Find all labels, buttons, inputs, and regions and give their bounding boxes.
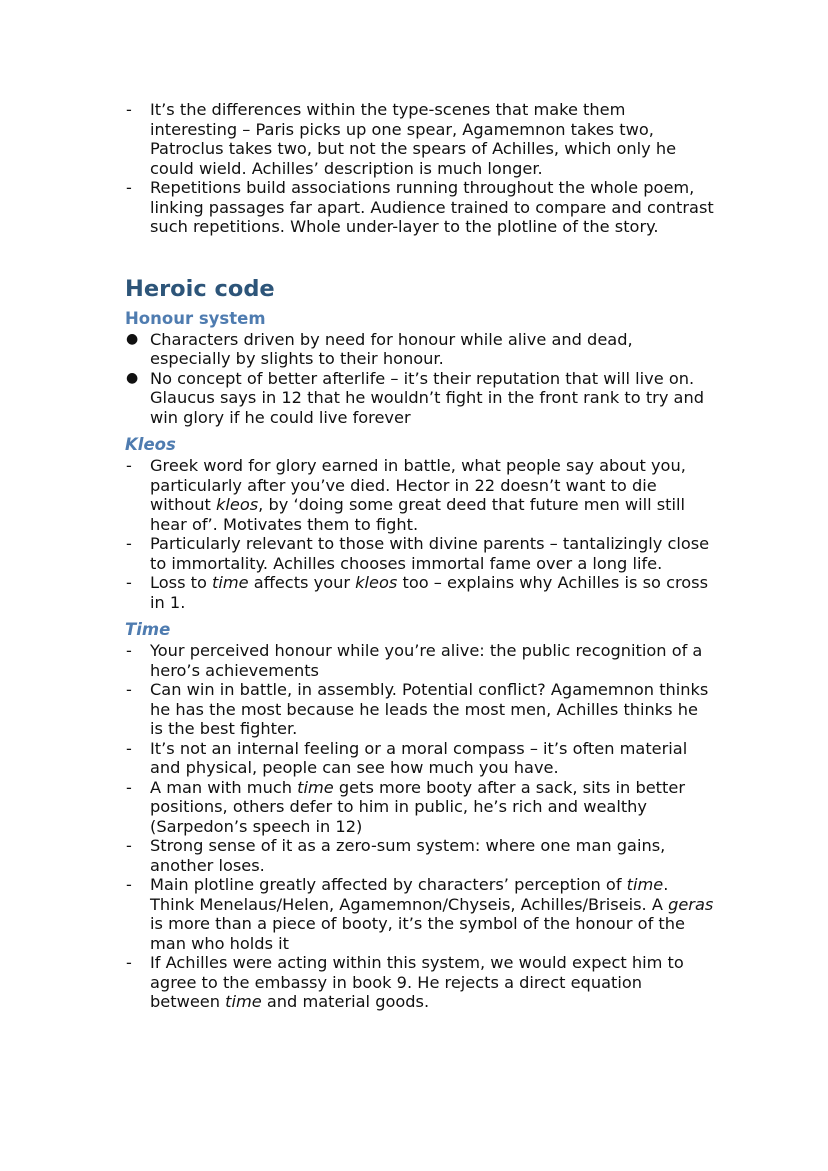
section-heading-heroic-code: Heroic code — [125, 275, 275, 302]
dash-marker: - — [126, 641, 132, 660]
subheading-time: Time — [125, 620, 171, 639]
bullet-marker: ● — [126, 330, 139, 347]
list-item: ● No concept of better afterlife – it’s their reputation that will live on. Glaucus says in 12 that he wouldn’t fight in the front rank to try and win glory if he could live forever — [126, 368, 704, 427]
dash-marker: - — [126, 456, 132, 475]
dash-marker: - — [126, 573, 132, 592]
dash-marker: - — [126, 534, 132, 553]
dash-marker: - — [126, 680, 132, 699]
time-list — [125, 641, 715, 1012]
list-item: - Main plotline greatly affected by characters’ perception of time. Think Menelaus/Helen, Agamemnon/Chyseis, Achilles/Briseis. A geras is more than a piece of booty, it’s the symbol of the honour of the man who holds it — [126, 875, 714, 953]
list-item: - Greek word for glory earned in battle, what people say about you, particularly after you’ve died. Hector in 22 doesn’t want to die without kleos, by ‘doing some great deed that future men will still hear of’. Motivates them to fight. — [126, 456, 686, 534]
dash-marker: - — [126, 777, 132, 797]
list-item: - It’s not an internal feeling or a moral compass – it’s often material and physical, people can see how much you have. — [126, 738, 688, 777]
list-item: - Can win in battle, in assembly. Potential conflict? Agamemnon thinks he has the most because he leads the most men, Achilles thinks he is the best fighter. — [126, 680, 709, 738]
dash-marker: - — [126, 100, 132, 119]
subheading-honour-system: Honour system — [125, 308, 266, 328]
list-item: - Strong sense of it as a zero-sum system: where one man gains, another loses. — [126, 836, 666, 875]
list-item: - It’s the differences within the type-scenes that make them interesting – Paris picks up one spear, Agamemnon takes two, Patroclus takes two, but not the spears of Achilles, which only he could wield. Achilles’ description is much longer. — [126, 100, 677, 178]
list-item: - Your perceived honour while you’re alive: the public recognition of a hero’s achievements — [126, 641, 703, 680]
kleos-list — [125, 456, 715, 612]
list-item: - If Achilles were acting within this system, we would expect him to agree to the embassy in book 9. He rejects a direct equation between time and material goods. — [126, 953, 684, 1011]
bullet-marker: ● — [126, 369, 139, 386]
list-item: - Loss to time affects your kleos too – explains why Achilles is so cross in 1. — [126, 573, 709, 612]
dash-marker: - — [126, 875, 132, 894]
honour-list — [125, 330, 715, 428]
dash-marker: - — [126, 953, 132, 972]
dash-marker: - — [126, 738, 132, 758]
list-item: ● Characters driven by need for honour while alive and dead, especially by slights to their honour. — [126, 329, 633, 368]
dash-marker: - — [126, 178, 132, 197]
list-item: - Repetitions build associations running throughout the whole poem, linking passages far apart. Audience trained to compare and contrast such repetitions. Whole under-layer to the plotline of the story. — [126, 178, 714, 236]
intro-list — [125, 100, 715, 237]
list-item: - Particularly relevant to those with divine parents – tantalizingly close to immortality. Achilles chooses immortal fame over a long life. — [126, 534, 710, 573]
document-body — [125, 100, 715, 1012]
dash-marker: - — [126, 836, 132, 855]
subheading-kleos: Kleos — [125, 435, 176, 454]
list-item: - A man with much time gets more booty after a sack, sits in better positions, others defer to him in public, he’s rich and wealthy (Sarpedon’s speech in 12) — [126, 777, 685, 836]
